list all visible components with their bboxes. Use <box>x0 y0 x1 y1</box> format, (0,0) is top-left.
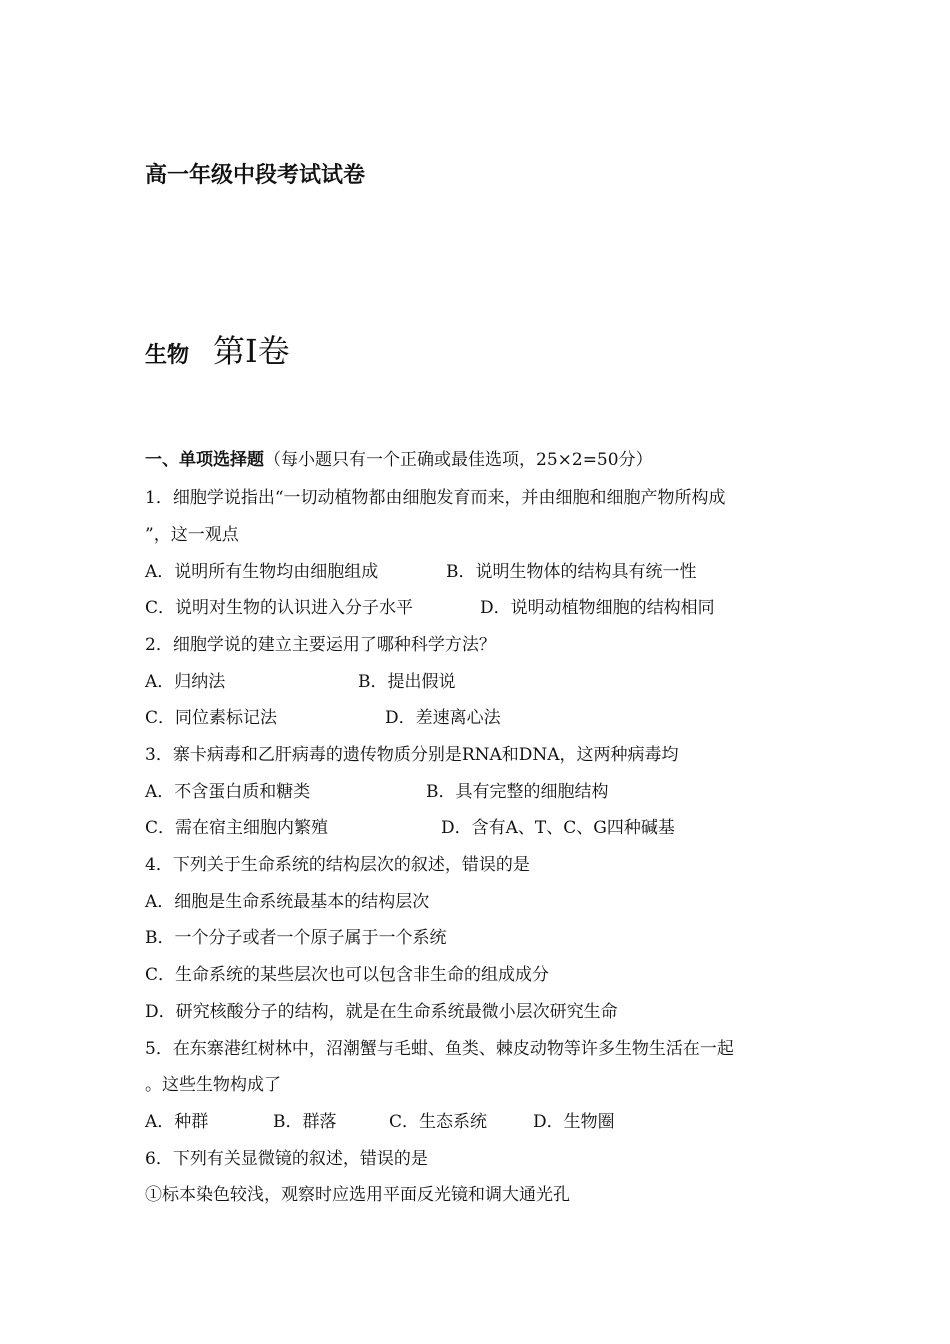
question-1-option-b: B．说明生物体的结构具有统一性 <box>446 562 697 582</box>
question-2-option-c: C．同位素标记法 <box>145 708 278 728</box>
question-5-option-c: C．生态系统 <box>389 1112 488 1132</box>
question-3-option-a: A．不含蛋白质和糖类 <box>145 782 311 802</box>
question-2-option-a: A．归纳法 <box>145 672 226 692</box>
question-3-stem: 3．寨卡病毒和乙肝病毒的遗传物质分别是RNA和DNA，这两种病毒均 <box>145 745 679 765</box>
question-5-option-b: B．群落 <box>273 1112 337 1132</box>
question-1-option-c: C．说明对生物的认识进入分子水平 <box>145 598 414 618</box>
question-4-option-c: C．生命系统的某些层次也可以包含非生命的组成成分 <box>145 965 550 985</box>
question-5-option-a: A．种群 <box>145 1112 209 1132</box>
question-1-stem-line-1: 1．细胞学说指出“一切动植物都由细胞发育而来，并由细胞和细胞产物所构成 <box>145 488 726 508</box>
question-5-stem-line-1: 5．在东寨港红树林中，沼潮蟹与毛蚶、鱼类、棘皮动物等许多生物生活在一起 <box>145 1039 734 1059</box>
section-heading <box>145 445 653 470</box>
question-2-option-b: B．提出假说 <box>358 672 456 692</box>
question-6-item-1: ①标本染色较浅，观察时应选用平面反光镜和调大通光孔 <box>145 1185 570 1205</box>
volume-label: 第Ⅰ卷 <box>213 332 290 370</box>
question-3-option-c: C．需在宿主细胞内繁殖 <box>145 818 329 838</box>
question-4-option-a: A．细胞是生命系统最基本的结构层次 <box>145 892 430 912</box>
question-5-stem-line-2: 。这些生物构成了 <box>145 1075 281 1095</box>
question-1-option-a: A．说明所有生物均由细胞组成 <box>145 562 379 582</box>
question-1-option-d: D．说明动植物细胞的结构相同 <box>480 598 715 618</box>
question-4-option-d: D．研究核酸分子的结构，就是在生命系统最微小层次研究生命 <box>145 1002 618 1022</box>
section-title: 一、单项选择题 <box>145 450 264 470</box>
question-4-option-b: B．一个分子或者一个原子属于一个系统 <box>145 928 447 948</box>
question-6-stem: 6．下列有关显微镜的叙述，错误的是 <box>145 1149 428 1169</box>
question-2-stem: 2．细胞学说的建立主要运用了哪种科学方法？ <box>145 635 496 655</box>
subject-name: 生物 <box>145 342 190 368</box>
subject-heading <box>145 326 290 372</box>
section-note: （每小题只有一个正确或最佳选项，25×2=50分） <box>264 450 653 470</box>
exam-title: 高一年级中段考试试卷 <box>145 162 366 188</box>
question-5-option-d: D．生物圈 <box>533 1112 615 1132</box>
question-4-stem: 4．下列关于生命系统的结构层次的叙述，错误的是 <box>145 855 530 875</box>
question-1-stem-line-2: ”，这一观点 <box>145 525 239 545</box>
question-2-option-d: D．差速离心法 <box>385 708 501 728</box>
question-3-option-b: B．具有完整的细胞结构 <box>426 782 609 802</box>
question-3-option-d: D．含有A、T、C、G四种碱基 <box>441 818 675 838</box>
